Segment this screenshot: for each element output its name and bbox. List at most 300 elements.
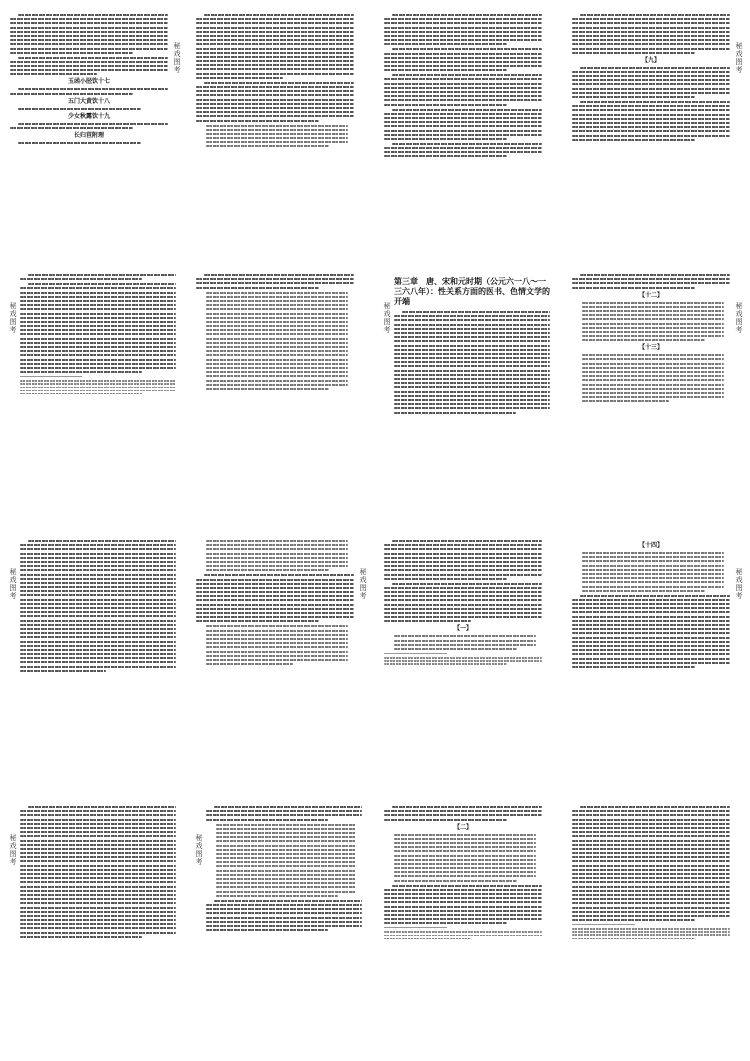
text-line <box>582 310 724 312</box>
running-head-label: 秘戏图考 <box>735 568 743 600</box>
quoted-passage <box>572 354 730 402</box>
text-line <box>206 304 348 306</box>
text-line <box>384 147 542 149</box>
text-line <box>384 27 542 29</box>
text-line <box>206 569 329 571</box>
section-heading: 五门大黄饮十八 <box>67 97 110 105</box>
book-page <box>378 8 556 264</box>
text-line <box>384 922 507 924</box>
text-line <box>384 83 542 85</box>
text-line <box>20 840 176 842</box>
text-line <box>10 48 168 50</box>
running-head-label: 秘戏图考 <box>383 302 391 334</box>
section-heading: 玉函小胫饮十七 <box>67 78 110 86</box>
text-line <box>206 325 348 327</box>
text-line <box>20 380 176 382</box>
text-line <box>20 865 176 867</box>
text-line <box>196 612 354 614</box>
text-line <box>582 400 669 402</box>
text-line <box>572 877 730 879</box>
text-line <box>196 591 354 593</box>
text-line <box>20 636 176 638</box>
text-line <box>206 630 348 632</box>
paragraph <box>394 311 550 414</box>
text-line <box>20 548 176 550</box>
text-line <box>18 57 168 59</box>
text-line <box>206 317 348 319</box>
text-line <box>28 283 176 285</box>
text-line <box>394 834 536 836</box>
text-line <box>196 43 354 45</box>
text-line <box>20 603 176 605</box>
page-body <box>394 274 550 506</box>
text-line <box>20 321 176 323</box>
text-line <box>394 324 550 326</box>
text-line <box>20 607 176 609</box>
text-line <box>216 857 356 859</box>
running-head-label: 秘戏图考 <box>9 834 17 866</box>
text-line <box>384 113 542 115</box>
text-line <box>582 323 724 325</box>
text-line <box>394 648 517 650</box>
text-line <box>206 548 348 550</box>
text-line <box>384 657 542 659</box>
text-line <box>206 557 348 559</box>
text-line <box>20 844 176 846</box>
page-body <box>196 14 354 246</box>
text-line <box>394 319 550 321</box>
text-line <box>572 43 730 45</box>
text-line <box>20 628 176 630</box>
text-line <box>20 300 176 302</box>
text-line <box>20 657 176 659</box>
text-line <box>20 927 176 929</box>
text-line <box>20 881 176 883</box>
paragraph <box>384 109 542 140</box>
text-line <box>20 313 176 315</box>
text-line <box>196 99 354 101</box>
text-line <box>384 57 542 59</box>
text-line <box>206 912 362 914</box>
text-line <box>572 823 730 825</box>
text-line <box>20 894 176 896</box>
text-line <box>10 39 168 41</box>
text-line <box>384 906 542 908</box>
text-line <box>10 73 97 75</box>
text-line <box>384 914 542 916</box>
footnote <box>384 657 542 665</box>
text-line <box>20 810 176 812</box>
text-line <box>206 384 348 386</box>
text-line <box>196 94 354 96</box>
text-line <box>392 885 542 887</box>
text-line <box>20 886 176 888</box>
text-line <box>572 616 730 618</box>
running-head-label: 秘戏图考 <box>173 42 181 74</box>
paragraph <box>196 274 354 289</box>
text-line <box>18 14 168 16</box>
text-line <box>384 574 542 576</box>
text-line <box>572 865 730 867</box>
text-line <box>28 274 176 276</box>
section-heading: 【十四】 <box>638 542 663 549</box>
text-line <box>572 856 730 858</box>
text-line <box>196 73 354 75</box>
text-line <box>196 86 354 88</box>
text-line <box>572 88 730 90</box>
paragraph <box>384 143 542 158</box>
text-line <box>394 859 536 861</box>
text-line <box>394 345 550 347</box>
text-line <box>582 590 705 592</box>
text-line <box>582 314 724 316</box>
text-line <box>206 388 329 390</box>
footnote <box>572 928 730 939</box>
text-line <box>204 14 354 16</box>
text-line <box>18 108 141 110</box>
text-line <box>216 853 356 855</box>
text-line <box>28 806 176 808</box>
text-line <box>384 889 542 891</box>
text-line <box>384 104 507 106</box>
text-line <box>572 827 730 829</box>
text-line <box>572 894 730 896</box>
footnote-divider <box>572 924 635 925</box>
text-line <box>394 370 550 372</box>
text-line <box>20 823 176 825</box>
text-line <box>20 590 176 592</box>
text-line <box>384 91 542 93</box>
text-line <box>18 123 168 125</box>
text-line <box>206 625 348 627</box>
paragraph <box>10 108 168 110</box>
text-line <box>392 540 542 542</box>
text-line <box>394 875 536 877</box>
page-body <box>384 806 542 1038</box>
text-line <box>384 578 507 580</box>
text-line <box>216 836 356 838</box>
text-line <box>394 863 536 865</box>
text-line <box>394 391 550 393</box>
text-line <box>394 374 550 376</box>
book-page <box>566 534 744 790</box>
book-page <box>566 268 744 524</box>
text-line <box>572 934 730 936</box>
text-line <box>206 338 348 340</box>
text-line <box>206 553 348 555</box>
text-line <box>394 871 536 873</box>
text-line <box>206 561 348 563</box>
text-line <box>384 138 507 140</box>
text-line <box>384 616 542 618</box>
paragraph <box>384 540 542 580</box>
footnote-divider <box>20 376 82 377</box>
text-line <box>394 328 550 330</box>
text-line <box>214 900 362 902</box>
book-page <box>566 8 744 264</box>
footnote <box>384 931 542 939</box>
text-line <box>572 637 730 639</box>
text-line <box>384 134 542 136</box>
text-line <box>580 595 730 597</box>
text-line <box>206 917 362 919</box>
text-line <box>384 557 542 559</box>
text-line <box>206 540 348 542</box>
text-line <box>20 611 176 613</box>
text-line <box>216 865 356 867</box>
text-line <box>216 840 356 842</box>
text-line <box>394 349 550 351</box>
text-line <box>206 375 348 377</box>
text-line <box>572 599 730 601</box>
text-line <box>572 287 695 289</box>
quoted-passage <box>206 824 362 897</box>
text-line <box>206 810 362 812</box>
quoted-passage <box>384 834 542 882</box>
text-line <box>20 852 176 854</box>
text-line <box>572 71 730 73</box>
text-line <box>572 898 730 900</box>
text-line <box>384 901 542 903</box>
text-line <box>582 331 724 333</box>
text-line <box>572 92 730 94</box>
text-line <box>20 565 176 567</box>
text-line <box>206 300 348 302</box>
text-line <box>572 105 730 107</box>
paragraph <box>196 14 354 79</box>
text-line <box>20 367 176 369</box>
text-line <box>214 806 362 808</box>
text-line <box>384 544 542 546</box>
quoted-passage <box>196 625 354 665</box>
text-line <box>216 828 356 830</box>
text-line <box>580 806 730 808</box>
page-body <box>572 806 730 1038</box>
text-line <box>20 848 176 850</box>
text-line <box>10 93 133 95</box>
text-line <box>20 561 176 563</box>
text-line <box>572 928 730 930</box>
text-line <box>20 915 176 917</box>
text-line <box>394 850 536 852</box>
text-line <box>572 126 730 128</box>
text-line <box>402 311 550 313</box>
text-line <box>384 95 542 97</box>
text-line <box>572 819 730 821</box>
text-line <box>572 645 730 647</box>
text-line <box>384 130 542 132</box>
text-line <box>572 611 730 613</box>
text-line <box>394 644 536 646</box>
page-body <box>20 806 176 1038</box>
text-line <box>572 860 730 862</box>
text-line <box>572 881 730 883</box>
page-body <box>196 540 354 772</box>
text-line <box>572 607 730 609</box>
text-line <box>206 133 348 135</box>
book-page <box>4 8 182 264</box>
text-line <box>10 52 133 54</box>
text-line <box>10 22 168 24</box>
text-line <box>20 387 176 389</box>
text-line <box>582 302 724 304</box>
page-body <box>384 540 542 772</box>
text-line <box>206 371 348 373</box>
text-line <box>206 308 348 310</box>
text-line <box>20 666 176 668</box>
text-line <box>572 35 730 37</box>
text-line <box>20 907 176 909</box>
paragraph <box>384 583 542 623</box>
section-heading: 长归苣附理 <box>73 131 104 139</box>
paragraph <box>10 142 168 144</box>
text-line <box>394 867 536 869</box>
text-line <box>196 56 354 58</box>
text-line <box>572 18 730 20</box>
text-line <box>384 31 542 33</box>
text-line <box>582 306 724 308</box>
text-line <box>572 662 730 664</box>
text-line <box>206 367 348 369</box>
text-line <box>196 35 354 37</box>
text-line <box>196 107 354 109</box>
section-heading: 【十二】 <box>638 291 663 299</box>
text-line <box>20 544 176 546</box>
text-line <box>572 135 730 137</box>
text-line <box>196 64 354 66</box>
text-line <box>206 129 348 131</box>
text-line <box>196 31 354 33</box>
text-line <box>204 82 354 84</box>
text-line <box>394 412 516 414</box>
paragraph <box>384 885 542 925</box>
text-line <box>572 628 730 630</box>
chapter-title: 第三章 唐、宋和元时期（公元六一八～一三六八年）：性关系方面的医书、色情文学的开端 <box>394 276 550 306</box>
text-line <box>572 907 730 909</box>
text-line <box>204 274 354 276</box>
text-line <box>196 616 354 618</box>
text-line <box>392 48 542 50</box>
footnote-divider <box>384 927 447 928</box>
page-body <box>196 274 354 506</box>
book-page <box>190 800 368 1056</box>
text-line <box>384 65 542 67</box>
text-line <box>392 109 542 111</box>
text-line <box>20 923 176 925</box>
text-line <box>10 31 168 33</box>
paragraph <box>572 274 730 289</box>
text-line <box>384 591 542 593</box>
text-line <box>20 354 176 356</box>
text-line <box>582 573 724 575</box>
text-line <box>20 624 176 626</box>
text-line <box>196 60 354 62</box>
text-line <box>384 561 542 563</box>
text-line <box>196 77 283 79</box>
text-line <box>206 125 348 127</box>
text-line <box>392 74 542 76</box>
text-line <box>384 553 542 555</box>
text-line <box>580 101 730 103</box>
text-line <box>20 856 176 858</box>
book-page <box>190 8 368 264</box>
paragraph <box>196 574 354 622</box>
text-line <box>582 396 724 398</box>
text-line <box>394 315 550 317</box>
text-line <box>384 935 542 937</box>
text-line <box>582 358 724 360</box>
quoted-passage <box>196 125 354 148</box>
text-line <box>572 848 730 850</box>
text-line <box>20 632 176 634</box>
text-line <box>580 14 730 16</box>
paragraph <box>572 806 730 921</box>
text-line <box>206 655 348 657</box>
text-line <box>206 296 348 298</box>
text-line <box>206 646 348 648</box>
text-line <box>582 367 724 369</box>
text-line <box>206 642 348 644</box>
text-line <box>572 869 730 871</box>
text-line <box>216 832 356 834</box>
text-line <box>582 560 724 562</box>
text-line <box>582 339 705 341</box>
text-line <box>572 83 730 85</box>
text-line <box>572 641 730 643</box>
page-body <box>384 14 542 246</box>
running-head-label: 秘戏图考 <box>9 568 17 600</box>
text-line <box>384 810 542 812</box>
text-line <box>196 583 354 585</box>
text-line <box>216 870 356 872</box>
text-line <box>394 378 550 380</box>
text-line <box>10 43 168 45</box>
text-line <box>206 354 348 356</box>
text-line <box>384 53 542 55</box>
text-line <box>394 842 536 844</box>
text-line <box>206 313 348 315</box>
text-line <box>206 137 348 139</box>
paragraph <box>10 57 168 76</box>
text-line <box>20 936 142 938</box>
text-line <box>572 890 730 892</box>
text-line <box>216 895 338 897</box>
text-line <box>196 52 354 54</box>
text-line <box>582 392 724 394</box>
page-body <box>10 14 168 246</box>
text-line <box>216 849 356 851</box>
text-line <box>394 635 536 637</box>
paragraph <box>572 14 730 54</box>
text-line <box>394 332 550 334</box>
text-line <box>20 620 176 622</box>
book-page <box>378 534 556 790</box>
text-line <box>392 806 542 808</box>
text-line <box>20 346 176 348</box>
text-line <box>384 78 542 80</box>
text-line <box>20 890 176 892</box>
quoted-passage <box>196 292 354 390</box>
text-line <box>572 31 730 33</box>
text-line <box>384 61 542 63</box>
section-heading: 【十三】 <box>638 344 663 352</box>
text-line <box>572 39 730 41</box>
text-line <box>572 122 730 124</box>
text-line <box>582 569 724 571</box>
text-line <box>384 18 542 20</box>
text-line <box>582 371 724 373</box>
text-line <box>394 880 517 882</box>
